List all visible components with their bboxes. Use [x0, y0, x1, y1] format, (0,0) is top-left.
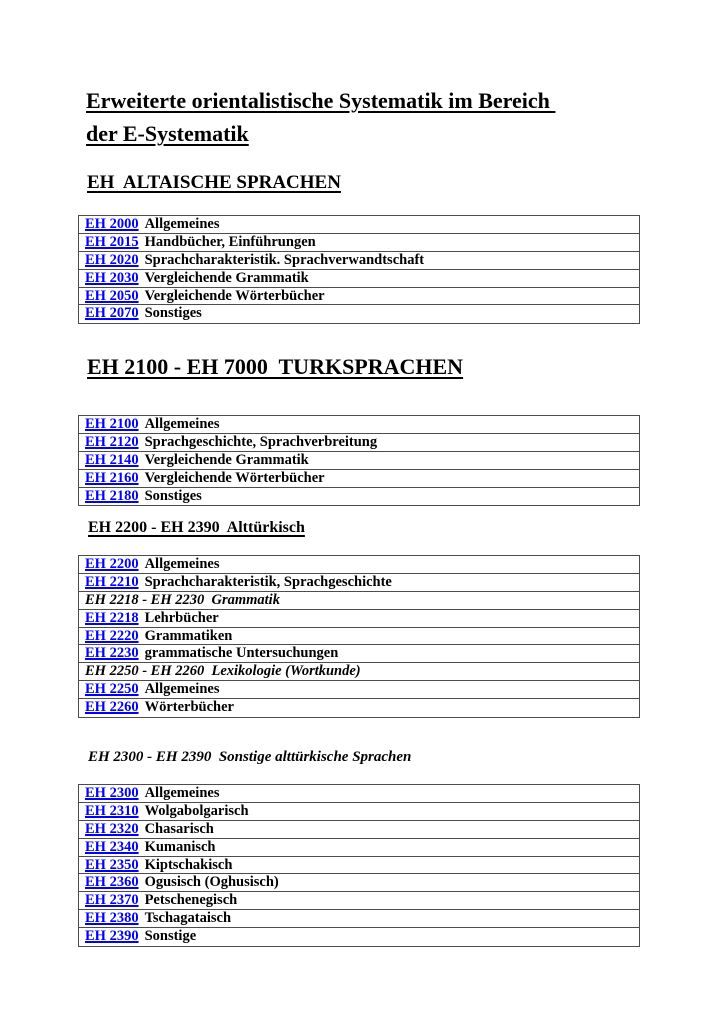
class-label: Vergleichende Grammatik: [144, 451, 309, 468]
class-label: Kumanisch: [144, 838, 216, 855]
table-row: [79, 556, 639, 574]
table-row: [79, 785, 639, 803]
class-label: Allgemeines: [144, 416, 220, 432]
table-row: [79, 452, 639, 470]
class-label: Allgemeines: [144, 785, 220, 801]
class-code-link[interactable]: EH 2000: [85, 216, 139, 232]
class-code-link[interactable]: EH 2310: [85, 802, 139, 819]
table-row: [79, 488, 639, 506]
class-code-link[interactable]: EH 2260: [85, 699, 139, 716]
class-label: Allgemeines: [144, 556, 220, 572]
table-row-range: [79, 663, 639, 681]
class-code-link[interactable]: EH 2100: [85, 416, 139, 432]
class-code-link[interactable]: EH 2218: [85, 609, 139, 626]
table-row: [79, 416, 639, 434]
table-row: [79, 857, 639, 875]
table-row: [79, 803, 639, 821]
classification-table-turksprachen: [78, 415, 640, 506]
class-label: Lehrbücher: [144, 609, 219, 626]
class-code-link[interactable]: EH 2020: [85, 251, 139, 268]
table-row-range: [79, 592, 639, 610]
class-label: grammatische Untersuchungen: [144, 645, 339, 662]
table-row: [79, 270, 639, 288]
class-code-link[interactable]: EH 2250: [85, 681, 139, 698]
class-label: Ogusisch (Oghusisch): [144, 874, 279, 891]
page-title-line1: Erweiterte orientalistische Systematik im Bereich: [86, 88, 556, 113]
table-row: [79, 839, 639, 857]
table-row: [79, 305, 639, 323]
table-row: [79, 628, 639, 646]
class-code-link[interactable]: EH 2015: [85, 233, 139, 250]
table-row: [79, 874, 639, 892]
classification-table-sonstige-altturkische: [78, 784, 640, 947]
class-label: Sonstiges: [144, 487, 202, 504]
table-row: [79, 645, 639, 663]
table-row: [79, 574, 639, 592]
class-label: Handbücher, Einführungen: [144, 233, 316, 250]
class-code-link[interactable]: EH 2390: [85, 928, 139, 945]
class-label: Petschenegisch: [144, 892, 238, 909]
page-title: [86, 84, 555, 150]
class-code-link[interactable]: EH 2050: [85, 287, 139, 304]
section-heading-turksprachen: EH 2100 - EH 7000 TURKSPRACHEN: [87, 354, 464, 379]
table-row: [79, 252, 639, 270]
class-code-link[interactable]: EH 2370: [85, 892, 139, 909]
class-code-link[interactable]: EH 2300: [85, 785, 139, 801]
class-label: Grammatiken: [144, 627, 233, 644]
class-code-link[interactable]: EH 2340: [85, 838, 139, 855]
class-code-link[interactable]: EH 2120: [85, 433, 139, 450]
table-row: [79, 892, 639, 910]
class-label: Wörterbücher: [144, 699, 234, 716]
section-heading-altturkisch: EH 2200 - EH 2390 Alttürkisch: [88, 519, 305, 536]
class-label: Vergleichende Wörterbücher: [144, 287, 325, 304]
class-label: Tschagataisch: [144, 910, 232, 927]
table-row: [79, 470, 639, 488]
class-code-link[interactable]: EH 2220: [85, 627, 139, 644]
class-label: Vergleichende Grammatik: [144, 269, 309, 286]
class-code-link[interactable]: EH 2180: [85, 487, 139, 504]
class-code-link[interactable]: EH 2380: [85, 910, 139, 927]
range-heading: EH 2250 - EH 2260 Lexikologie (Wortkunde): [85, 663, 361, 680]
table-row: [79, 610, 639, 628]
classification-table-altaische-sprachen: [78, 215, 640, 324]
class-code-link[interactable]: EH 2070: [85, 305, 139, 322]
class-code-link[interactable]: EH 2200: [85, 556, 139, 572]
class-label: Sprachcharakteristik, Sprachgeschichte: [144, 573, 392, 590]
class-code-link[interactable]: EH 2230: [85, 645, 139, 662]
table-row: [79, 681, 639, 699]
class-code-link[interactable]: EH 2350: [85, 856, 139, 873]
class-label: Sprachgeschichte, Sprachverbreitung: [144, 433, 378, 450]
class-label: Allgemeines: [144, 216, 220, 232]
class-label: Sonstiges: [144, 305, 202, 322]
table-row: [79, 699, 639, 717]
table-row: [79, 234, 639, 252]
class-code-link[interactable]: EH 2160: [85, 469, 139, 486]
class-code-link[interactable]: EH 2210: [85, 573, 139, 590]
page-title-line2: der E-Systematik: [86, 121, 249, 146]
class-code-link[interactable]: EH 2140: [85, 451, 139, 468]
subsection-heading-sonstige-altturkische-sprachen: EH 2300 - EH 2390 Sonstige alttürkische Sprachen: [88, 749, 412, 765]
class-code-link[interactable]: EH 2360: [85, 874, 139, 891]
class-label: Kiptschakisch: [144, 856, 233, 873]
table-row: [79, 434, 639, 452]
classification-table-altturkisch: [78, 555, 640, 718]
class-label: Allgemeines: [144, 681, 220, 698]
class-label: Wolgabolgarisch: [144, 802, 249, 819]
table-row: [79, 216, 639, 234]
table-row: [79, 910, 639, 928]
class-code-link[interactable]: EH 2030: [85, 269, 139, 286]
class-label: Sonstige: [144, 928, 197, 945]
class-label: Vergleichende Wörterbücher: [144, 469, 325, 486]
table-row: [79, 928, 639, 946]
class-label: Chasarisch: [144, 820, 214, 837]
class-label: Sprachcharakteristik. Sprachverwandtschaft: [144, 251, 425, 268]
table-row: [79, 288, 639, 306]
section-heading-altaische-sprachen: EH ALTAISCHE SPRACHEN: [87, 172, 341, 193]
table-row: [79, 821, 639, 839]
range-heading: EH 2218 - EH 2230 Grammatik: [85, 591, 280, 608]
class-code-link[interactable]: EH 2320: [85, 820, 139, 837]
